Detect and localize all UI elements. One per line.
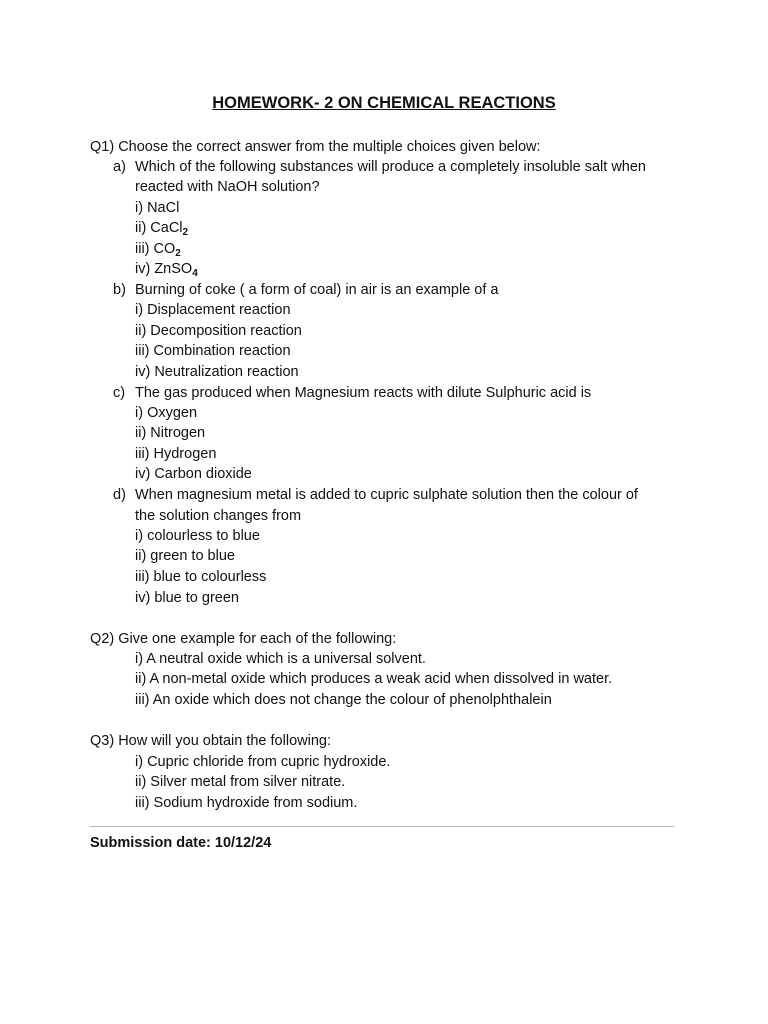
q1d-option-3: iii) blue to colourless — [135, 569, 267, 585]
q1a-option-3 — [135, 239, 181, 259]
q1-prompt: Q1) Choose the correct answer from the multiple choices given below: — [90, 139, 541, 155]
q1a-option-1: i) NaCl — [135, 200, 180, 216]
q1c-question: The gas produced when Magnesium reacts with dilute Sulphuric acid is — [135, 385, 592, 401]
q1d-option-1: i) colourless to blue — [135, 528, 260, 544]
q2-item-3: iii) An oxide which does not change the colour of phenolphthalein — [135, 692, 552, 708]
q1a-option-2-text: ii) CaCl — [135, 220, 183, 236]
q1a-option-2 — [135, 218, 188, 238]
q1c-marker: c) — [113, 385, 126, 401]
q3-prompt: Q3) How will you obtain the following: — [90, 733, 331, 749]
q1b-option-2: ii) Decomposition reaction — [135, 323, 302, 339]
q3-item-3: iii) Sodium hydroxide from sodium. — [135, 795, 358, 811]
q3-item-1: i) Cupric chloride from cupric hydroxide. — [135, 754, 391, 770]
q1a-marker: a) — [113, 159, 126, 175]
q1a-option-4-subscript: 4 — [192, 268, 198, 279]
q1d-question-line1: When magnesium metal is added to cupric sulphate solution then the colour of — [135, 487, 638, 503]
q1c-option-3: iii) Hydrogen — [135, 446, 217, 462]
q2-item-2: ii) A non-metal oxide which produces a weak acid when dissolved in water. — [135, 671, 613, 687]
q1d-question-line2: the solution changes from — [135, 508, 302, 524]
q1d-option-2: ii) green to blue — [135, 548, 235, 564]
q1b-marker: b) — [113, 282, 126, 298]
submission-date: Submission date: 10/12/24 — [90, 835, 272, 851]
q3-item-2: ii) Silver metal from silver nitrate. — [135, 774, 346, 790]
q1c-option-1: i) Oxygen — [135, 405, 198, 421]
q1a-option-2-subscript: 2 — [182, 227, 189, 238]
page-title: HOMEWORK- 2 ON CHEMICAL REACTIONS — [212, 94, 556, 112]
q1d-marker: d) — [113, 487, 126, 503]
q1a-question-line2: reacted with NaOH solution? — [135, 179, 320, 195]
q1b-option-4: iv) Neutralization reaction — [135, 364, 299, 380]
q2-prompt: Q2) Give one example for each of the following: — [90, 631, 397, 647]
q1c-option-4: iv) Carbon dioxide — [135, 466, 252, 482]
q1c-option-2: ii) Nitrogen — [135, 425, 206, 441]
q1a-option-3-text: iii) CO — [135, 241, 176, 257]
q1a-question-line1: Which of the following substances will produce a completely insoluble salt when — [135, 159, 646, 175]
horizontal-divider — [90, 826, 674, 827]
q1a-option-4-text: iv) ZnSO — [135, 261, 193, 277]
q1a-option-4 — [135, 259, 198, 279]
q1a-option-3-subscript: 2 — [175, 248, 181, 259]
q2-item-1: i) A neutral oxide which is a universal solvent. — [135, 651, 426, 667]
q1d-option-4: iv) blue to green — [135, 590, 239, 606]
q1b-option-1: i) Displacement reaction — [135, 302, 291, 318]
q1b-question: Burning of coke ( a form of coal) in air is an example of a — [135, 282, 499, 298]
q1b-option-3: iii) Combination reaction — [135, 343, 291, 359]
